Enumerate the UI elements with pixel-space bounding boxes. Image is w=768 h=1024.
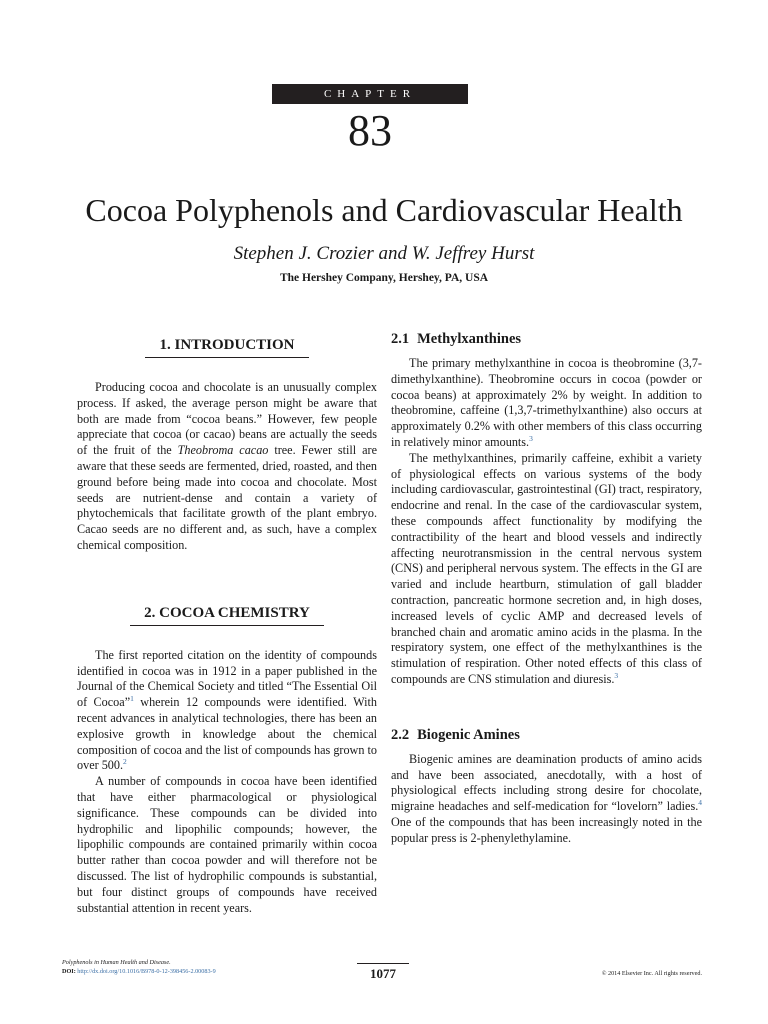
introduction-heading: 1. INTRODUCTION bbox=[77, 336, 377, 358]
affiliation: The Hershey Company, Hershey, PA, USA bbox=[279, 272, 489, 284]
doi-link[interactable]: http://dx.doi.org/10.1016/B978-0-12-398456-2.00083-9 bbox=[77, 968, 216, 975]
cocoa-chemistry-heading: 2. COCOA CHEMISTRY bbox=[77, 604, 377, 626]
chapter-number: 83 bbox=[348, 106, 392, 155]
page-number-rule bbox=[357, 963, 409, 964]
footer-citation: Polyphenols in Human Health and Disease. DOI: http://dx.doi.org/10.1016/B978-0-12-398456-2.00083-9 bbox=[62, 959, 216, 975]
chemistry-paragraph-2: A number of compounds in cocoa have been identified that have either pharmacological or physiological significance. These compounds can be divided into hydrophilic and lipophilic compounds; however, the lipophilic compounds are contained primarily within cocoa butter rather than cocoa powder and will therefore not be discussed. The list of hydrophilic compounds is substantial, but four distinct groups of compounds have received substantial attention in recent years. bbox=[77, 774, 377, 915]
right-column bbox=[391, 330, 702, 847]
reference-link[interactable]: 2 bbox=[123, 757, 127, 767]
methylxanthines-paragraph-2: The methylxanthines, primarily caffeine, exhibit a variety of physiological effects on various systems of the body including cardiovascular, gastrointestinal (GI) tract, respiratory, endocrine and renal. In the case of the cardiovascular system, these compounds affect functionality by modifying the contractibility of the heart and blood vessels and indirectly affecting neurotransmission in the central nervous system (CNS) and peripheral nervous system. The effects in the GI are varied and include heartburn, stimulation of gall bladder contraction, pancreatic hormone secretion and, in high doses, increased levels of cyclic AMP and decreased levels of branched chain and aromatic amino acids in the plasma. In the respiratory system, one effect of the methylxanthines is the stimulation of respiration. Other noted effects of this class of compounds are CNS stimulation and diuresis.$^3$ bbox=[391, 450, 702, 686]
copyright: © 2014 Elsevier Inc. All rights reserved. bbox=[601, 970, 702, 977]
authors: Stephen J. Crozier and W. Jeffrey Hurst bbox=[233, 243, 535, 264]
methylxanthines-heading: 2.1 Methylxanthines bbox=[391, 331, 522, 347]
biogenic-amines-heading: 2.2 Biogenic Amines bbox=[391, 726, 520, 743]
book-title: Polyphenols in Human Health and Disease. bbox=[62, 959, 171, 966]
reference-link[interactable]: 3 bbox=[614, 670, 619, 680]
left-column bbox=[77, 330, 377, 916]
reference-link[interactable]: 3 bbox=[529, 433, 533, 443]
page-number-block bbox=[357, 963, 409, 982]
page-number: 1077 bbox=[370, 966, 396, 981]
biogenic-amines-paragraph: Biogenic amines are deamination products of amino acids and have been associated, anecdotally, with a host of physiological effects including strong desire for chocolate, migraine headaches and self-medication for “lovelorn” ladies.$^4$ One of the compounds that has been increasingly noted in the popular press is 2-phenylethylamine. bbox=[391, 751, 702, 845]
introduction-paragraph: Producing cocoa and chocolate is an unusually complex process. If asked, the average person might be aware that both are made from “cocoa beans.” However, few people appreciate that cocoa (or cacao) beans are actually the seeds of the fruit of the Theobroma cacao tree. Fewer still are aware that these seeds are fermented, dried, roasted, and then ground before being made into cocoa and chocolate. Most seeds are nutrient-dense and contain a variety of phytochemicals that facilitate growth of the plant embryo. Cacao seeds are no different and, as such, have a complex chemical composition. bbox=[77, 380, 377, 552]
reference-link[interactable]: 4 bbox=[698, 798, 702, 808]
methylxanthines-paragraph-1: The primary methylxanthine in cocoa is theobromine (3,7-dimethylxanthine). Theobromine occurs in cocoa (powder or cocoa beans) at approximately 2% by weight. In addition to theobromine, caffeine (1,3,7-trimethylxanthine) also occurs at approximately 0.2% with other members of this class occurring in relatively minor amounts.$^3$ bbox=[391, 356, 702, 449]
chemistry-paragraph-1: The first reported citation on the identity of compounds identified in cocoa was in 1912 in a paper published in the Journal of the Chemical Society and titled “The Essential Oil of Cocoa”$^1$ wherein 12 compounds were identified. With recent advances in analytical technologies, there has been an explosive growth in knowledge about the chemical composition of cocoa and the list of compounds has grown to over 500.$^2$ bbox=[77, 647, 377, 773]
reference-link[interactable]: 1 bbox=[130, 694, 134, 704]
chapter-title: Cocoa Polyphenols and Cardiovascular Health bbox=[85, 192, 683, 228]
chapter-label: CHAPTER bbox=[272, 84, 468, 104]
species-name: Theobroma cacao bbox=[177, 443, 269, 458]
